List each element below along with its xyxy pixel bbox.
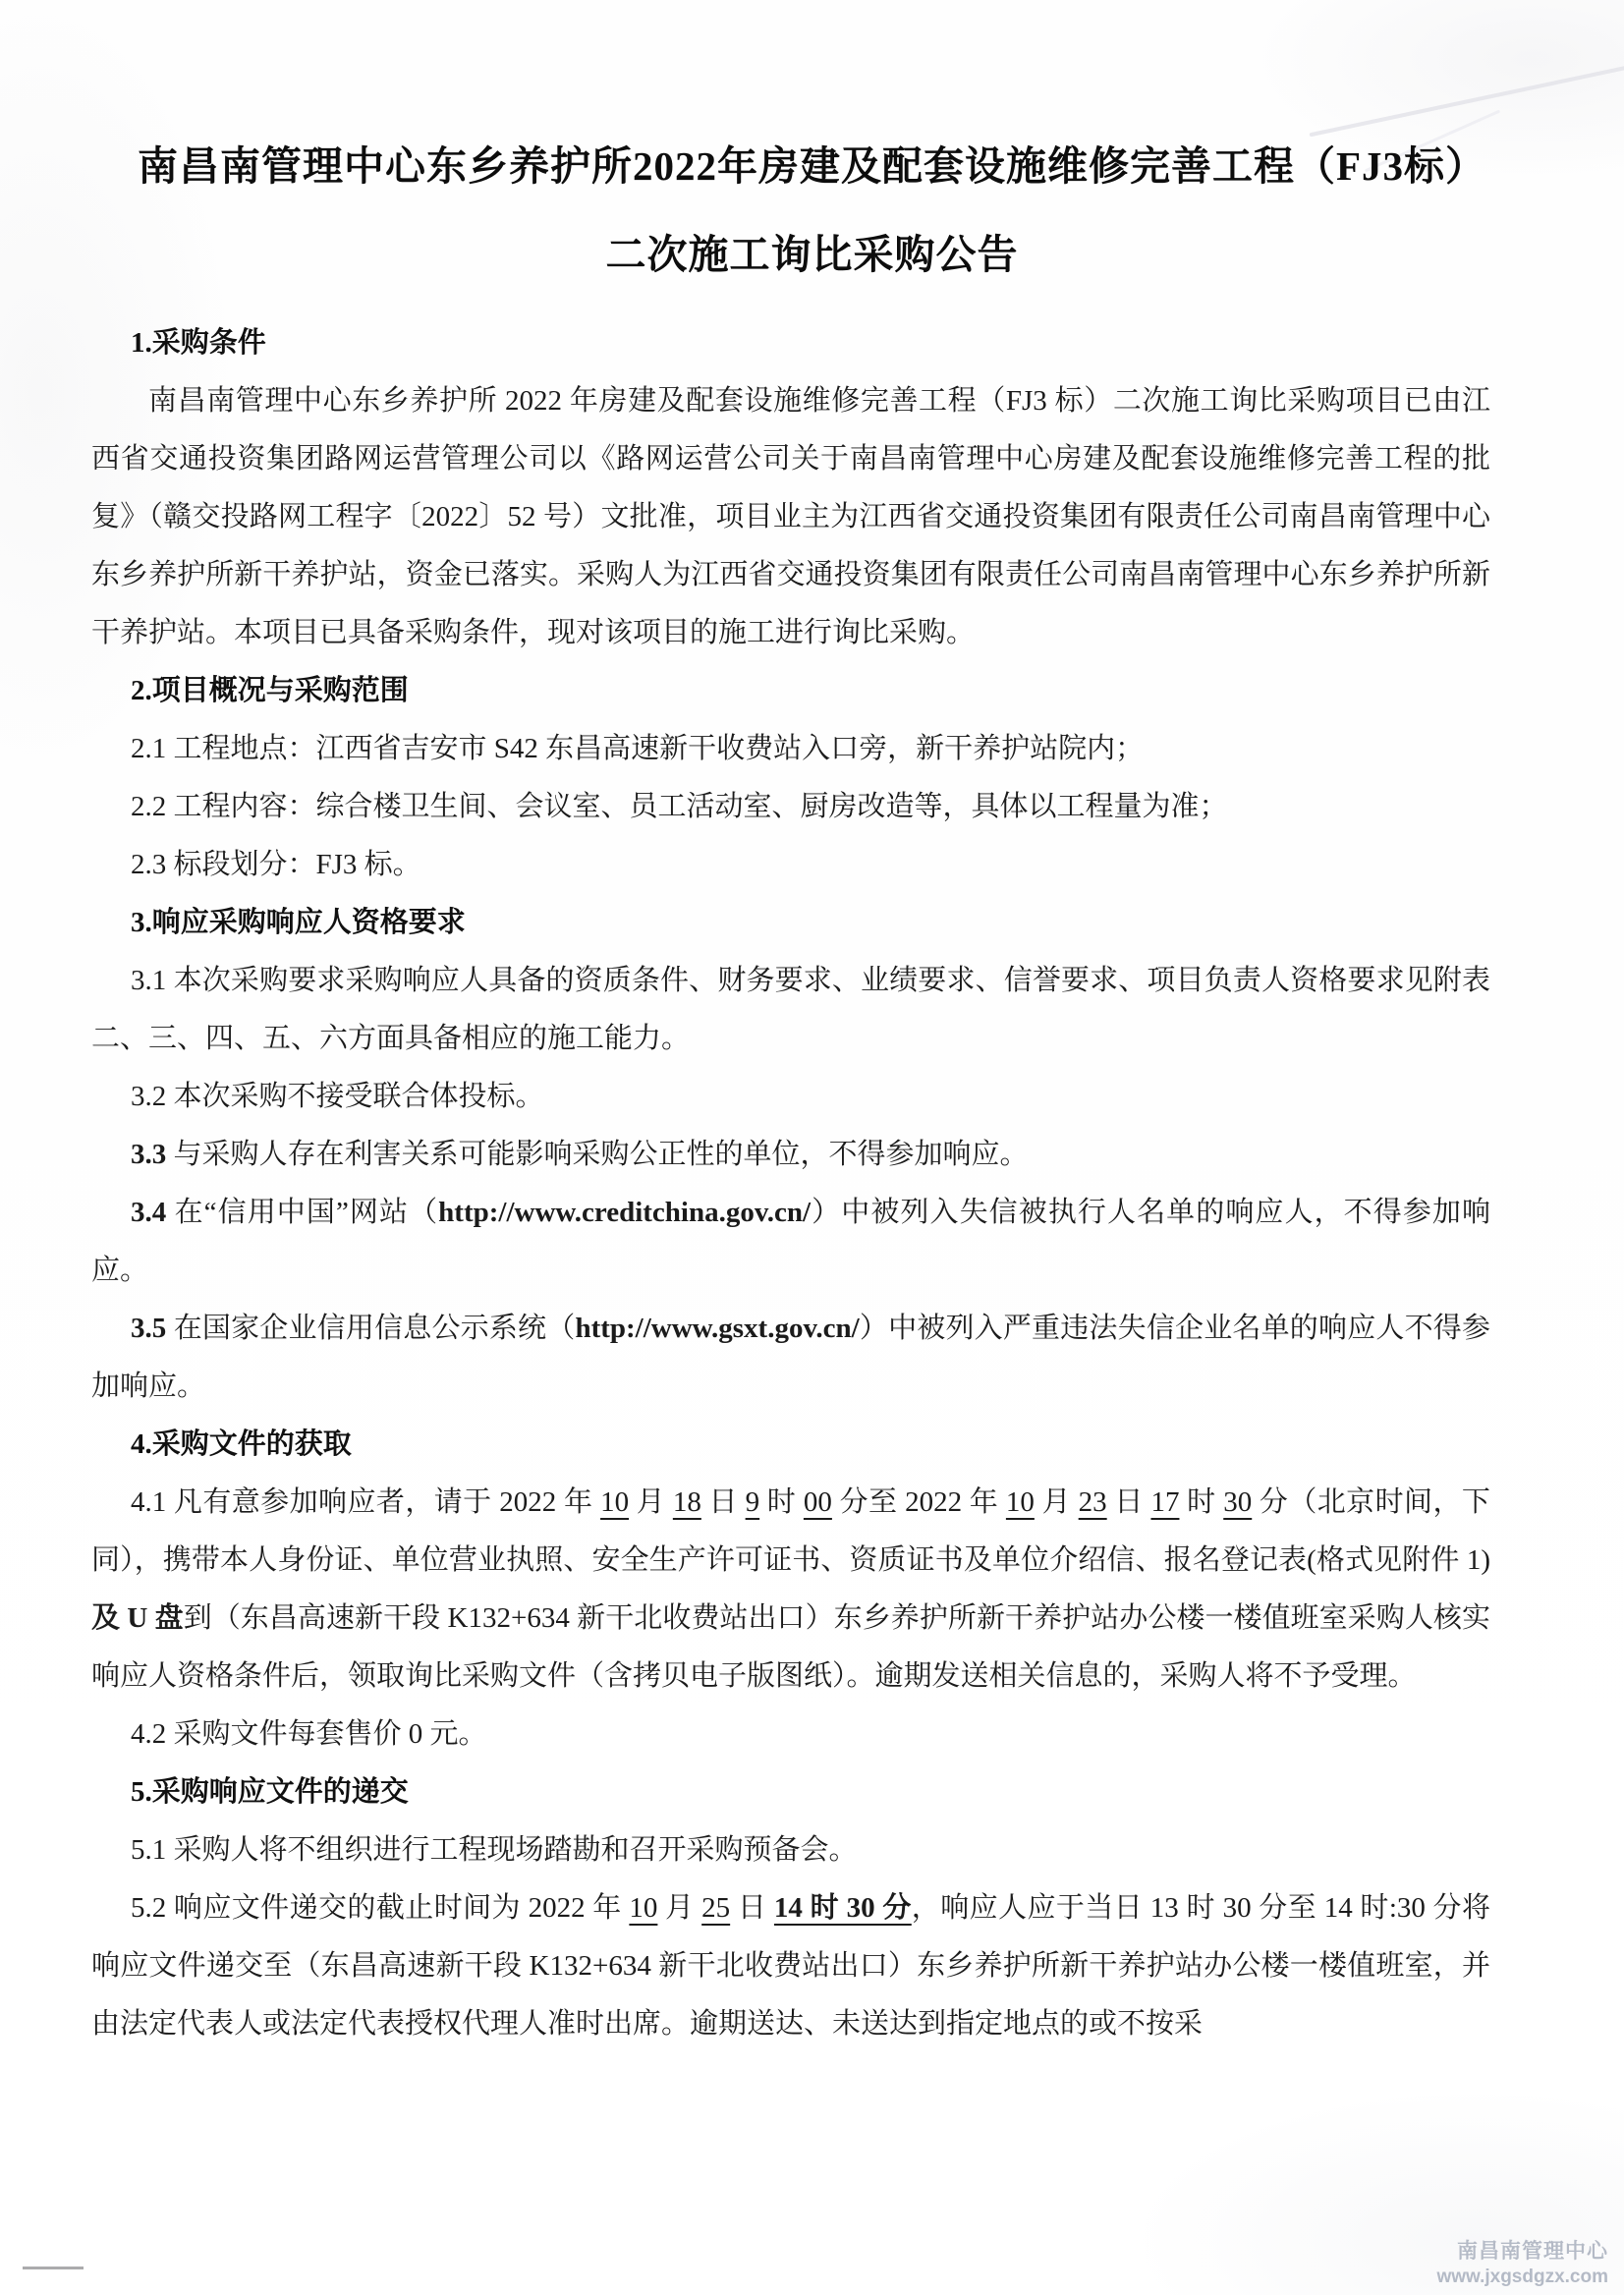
item-2-2: 2.2 工程内容：综合楼卫生间、会议室、员工活动室、厨房改造等，具体以工程量为准； [131,791,1228,822]
section-3-heading: 3.响应采购响应人资格要求 [131,907,466,938]
item-3-4: 3.4 在“信用中国”网站（http://www.creditchina.gov.cn/）中被列入失信被执行人名单的响应人，不得参加响应。 [91,1197,1490,1286]
item-3-5: 3.5 在国家企业信用信息公示系统（http://www.gsxt.gov.cn/）中被列入严重违法失信企业名单的响应人不得参加响应。 [91,1313,1490,1402]
watermark-site-url: www.jxgsdgzx.com [1436,2267,1608,2287]
watermark [1436,2239,1608,2290]
item-2-1: 2.1 工程地点：江西省吉安市 S42 东昌高速新干收费站入口旁，新干养护站院内； [131,733,1145,764]
item-4-1: 4.1 凡有意参加响应者，请于 2022 年 10 月 18 日 9 时 00 分至 2022 年 10 月 23 日 17 时 30 分（北京时间，下同），携带本人身份证、单位营业执照、安全生产许可证书、资质证书及单位介绍信、报名登记表(格式见附件 1)及 U 盘到（东昌高速新干段 K132+634 新干北收费站出口）东乡养护所新干养护站办公楼一楼值班室采购人核实响应人资格条件后，领取询比采购文件（含拷贝电子版图纸）。逾期发送相关信息的，采购人将不予受理。 [91,1486,1490,1692]
section-5-heading: 5.采购响应文件的递交 [131,1776,409,1808]
item-5-2: 5.2 响应文件递交的截止时间为 2022 年 10 月 25 日 14 时 30 分，响应人应于当日 13 时 30 分至 14 时:30 分将响应文件递交至（东昌高速新干段 K132+634 新干北收费站出口）东乡养护所新干养护站办公楼一楼值班室，并由法定代表人或法定代表授权代理人准时出席。逾期送达、未送达到指定地点的或不按采 [91,1892,1490,2040]
document-title-line2: 二次施工询比采购公告 [605,232,1019,277]
document-title-line1: 南昌南管理中心东乡养护所2022年房建及配套设施维修完善工程（FJ3标） [137,143,1487,189]
item-5-1: 5.1 采购人将不组织进行工程现场踏勘和召开采购预备会。 [131,1834,858,1866]
item-3-2: 3.2 本次采购不接受联合体投标。 [131,1081,544,1112]
item-2-3: 2.3 标段划分：FJ3 标。 [131,849,421,880]
section-1-para: 南昌南管理中心东乡养护所 2022 年房建及配套设施维修完善工程（FJ3 标）二次施工询比采购项目已由江西省交通投资集团路网运营管理公司以《路网运营公司关于南昌南管理中心房建及配套设施维修完善工程的批复》（赣交投路网工程字〔2022〕52 号）文批准，项目业主为江西省交通投资集团有限责任公司南昌南管理中心东乡养护所新干养护站，资金已落实。采购人为江西省交通投资集团有限责任公司南昌南管理中心东乡养护所新干养护站。本项目已具备采购条件，现对该项目的施工进行询比采购。 [91,385,1490,648]
document-title [69,122,1555,299]
scan-edge-artifact [23,2267,84,2269]
section-1-heading: 1.采购条件 [131,327,266,359]
item-3-3: 3.3 与采购人存在利害关系可能影响采购公正性的单位，不得参加响应。 [131,1139,1029,1170]
item-4-2: 4.2 采购文件每套售价 0 元。 [131,1718,487,1750]
item-3-1: 3.1 本次采购要求采购响应人具备的资质条件、财务要求、业绩要求、信誉要求、项目负责人资格要求见附表二、三、四、五、六方面具备相应的施工能力。 [91,965,1490,1054]
document-body [91,314,1490,2053]
watermark-site-name: 南昌南管理中心 [1457,2240,1608,2263]
section-2-heading: 2.项目概况与采购范围 [131,675,409,706]
section-4-heading: 4.采购文件的获取 [131,1428,352,1460]
